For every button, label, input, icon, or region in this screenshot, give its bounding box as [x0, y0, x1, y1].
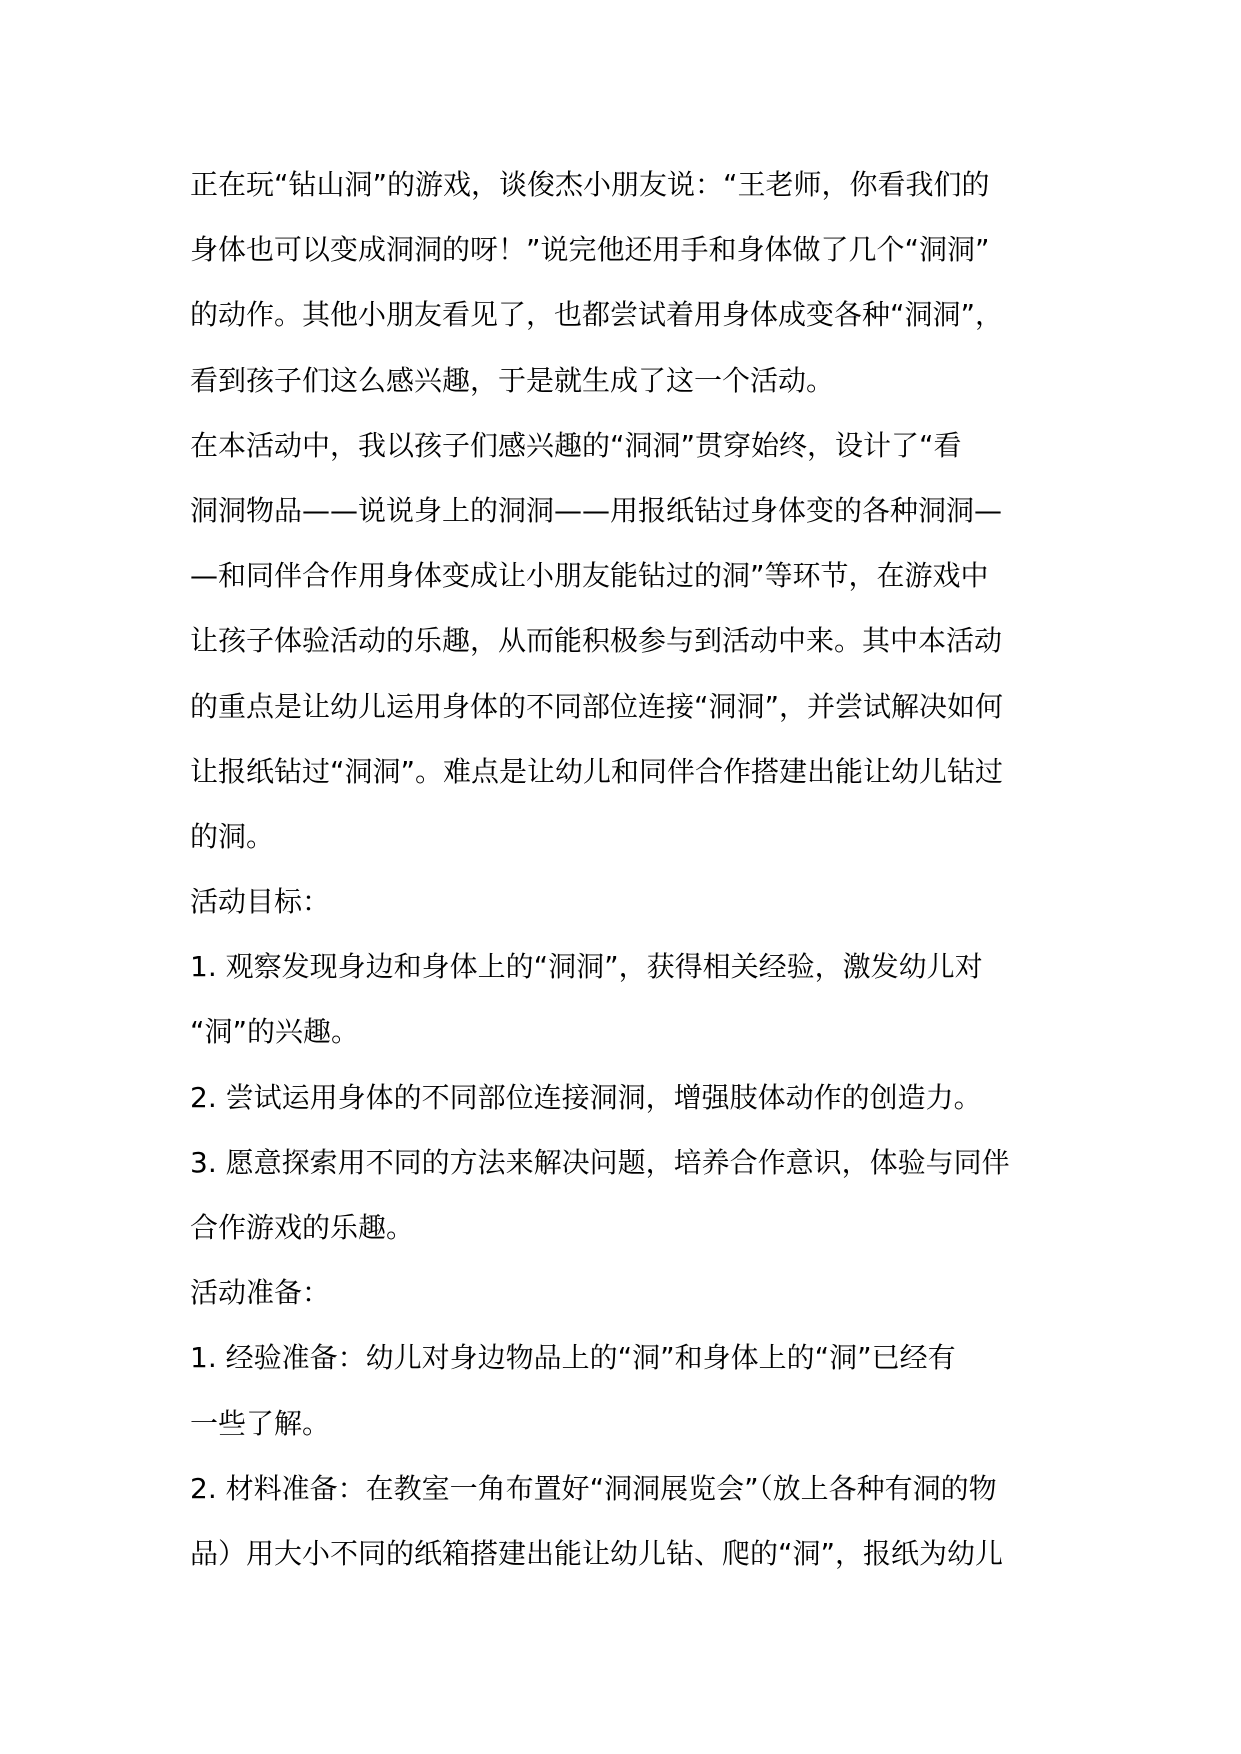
text-line: —和同伴合作用身体变成让小朋友能钻过的洞”等环节，在游戏中 — [190, 559, 989, 593]
text-line: 的动作。其他小朋友看见了，也都尝试着用身体成变各种“洞洞”， — [190, 298, 1004, 332]
text-line: 让报纸钻过“洞洞”。难点是让幼儿和同伴合作搭建出能让幼儿钻过 — [190, 754, 1004, 788]
text-line: 的洞。 — [190, 819, 275, 853]
section-heading-goals: 活动目标： — [190, 885, 331, 919]
text-line: 洞洞物品——说说身上的洞洞——用报纸钻过身体变的各种洞洞— — [190, 493, 1003, 527]
list-item: 2. 材料准备：在教室一角布置好“洞洞展览会”（放上各种有洞的物 — [190, 1471, 997, 1505]
text-line: 正在玩“钻山洞”的游戏，谈俊杰小朋友说：“王老师，你看我们的 — [190, 168, 990, 201]
text-line: 在本活动中，我以孩子们感兴趣的“洞洞”贯穿始终，设计了“看 — [190, 428, 962, 462]
list-item: 2. 尝试运用身体的不同部位连接洞洞，增强肢体动作的创造力。 — [190, 1080, 982, 1114]
text-line: “洞”的兴趣。 — [190, 1015, 360, 1049]
list-item: 1. 观察发现身边和身体上的“洞洞”，获得相关经验，激发幼儿对 — [190, 950, 983, 984]
text-line: 看到孩子们这么感兴趣，于是就生成了这一个活动。 — [190, 363, 835, 397]
text-line: 的重点是让幼儿运用身体的不同部位连接“洞洞”，并尝试解决如何 — [190, 689, 1004, 723]
section-heading-preparation: 活动准备： — [190, 1276, 331, 1310]
text-line: 一些了解。 — [190, 1406, 331, 1440]
text-line: 身体也可以变成洞洞的呀！”说完他还用手和身体做了几个“洞洞” — [190, 233, 990, 267]
text-line: 品）用大小不同的纸箱搭建出能让幼儿钻、爬的“洞”，报纸为幼儿 — [190, 1536, 1004, 1570]
text-line: 让孩子体验活动的乐趣，从而能积极参与到活动中来。其中本活动 — [190, 624, 1003, 658]
text-line: 合作游戏的乐趣。 — [190, 1211, 415, 1244]
list-item: 1. 经验准备：幼儿对身边物品上的“洞”和身体上的“洞”已经有 — [190, 1341, 956, 1375]
document-body — [190, 152, 1060, 1586]
list-item: 3. 愿意探索用不同的方法来解决问题，培养合作意识，体验与同伴 — [190, 1145, 1010, 1179]
